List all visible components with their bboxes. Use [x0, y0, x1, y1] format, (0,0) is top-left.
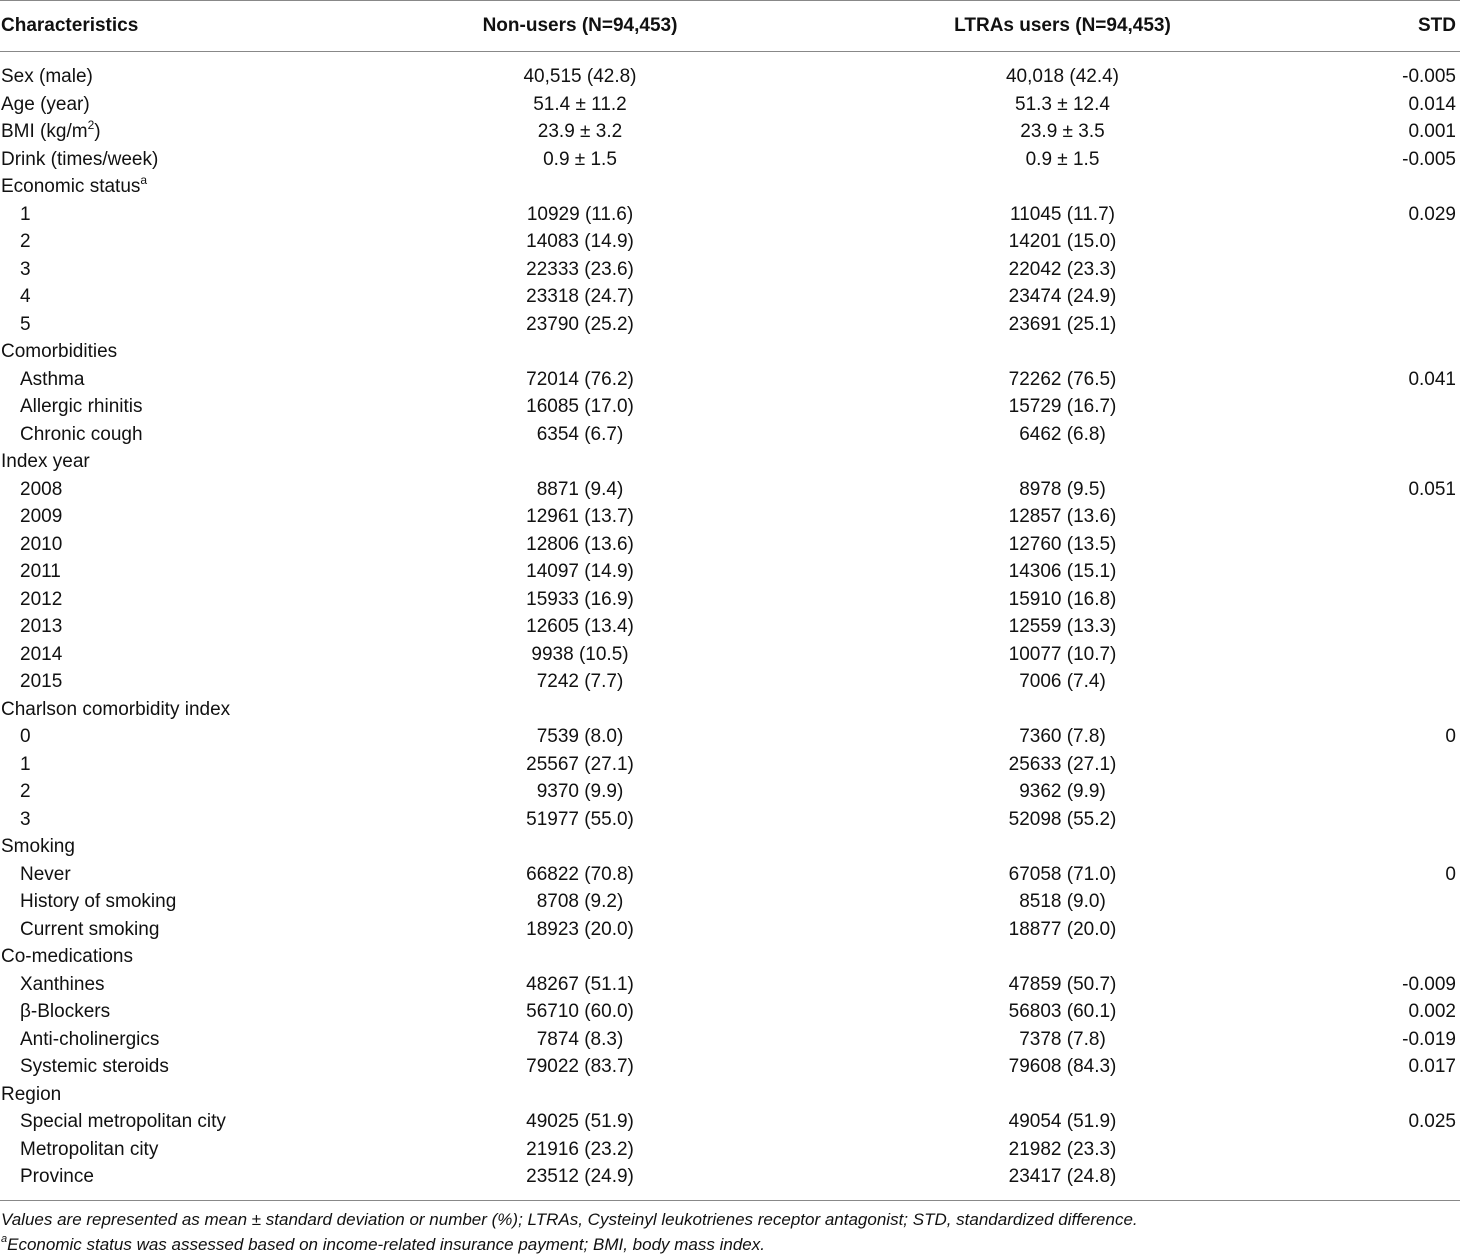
ltras-users-value — [760, 338, 1305, 366]
non-users-value — [380, 448, 760, 476]
std-value: 0.025 — [1408, 1111, 1456, 1132]
row-label — [0, 833, 380, 861]
ltras-users-value — [760, 448, 1305, 476]
row-label — [0, 1081, 380, 1109]
std-value — [1305, 888, 1460, 916]
row-label-text: Anti-cholinergics — [20, 1028, 160, 1050]
std-value — [1305, 1081, 1460, 1109]
non-users-value: 23.9 ± 3.2 — [537, 121, 623, 142]
std-value: 0.041 — [1408, 368, 1456, 390]
table-row — [0, 393, 1460, 421]
ltras-users-value: 12857 (13.6) — [1008, 506, 1117, 527]
non-users-value: 79022 (83.7) — [526, 1056, 634, 1077]
table-row — [0, 998, 1460, 1026]
std-value: 0.014 — [1408, 93, 1456, 115]
table-row — [0, 1053, 1460, 1081]
row-label — [0, 393, 380, 421]
row-label-text: Economic status — [1, 176, 141, 197]
non-users-value: 22333 (23.6) — [526, 258, 634, 280]
std-value — [1305, 943, 1460, 971]
row-label — [0, 421, 380, 449]
row-label — [0, 888, 380, 916]
non-users-value — [380, 943, 760, 971]
ltras-users-value: 23.9 ± 3.5 — [1020, 121, 1105, 142]
row-label-text: 3 — [20, 808, 31, 830]
table-row — [0, 52, 1460, 91]
std-value — [1305, 668, 1460, 696]
row-label-text: Index year — [1, 451, 90, 472]
non-users-value: 6354 (6.7) — [536, 423, 624, 445]
std-value — [1305, 173, 1460, 201]
row-label — [0, 778, 380, 806]
std-value — [1305, 228, 1460, 256]
std-value — [1305, 1136, 1460, 1164]
ltras-users-value: 7006 (7.4) — [1019, 671, 1106, 692]
table-row — [0, 723, 1460, 751]
std-value: 0.051 — [1408, 478, 1456, 500]
row-label-text: Allergic rhinitis — [20, 396, 143, 417]
row-label — [0, 228, 380, 256]
row-label — [0, 448, 380, 476]
non-users-value: 0.9 ± 1.5 — [543, 148, 617, 170]
row-label-text: 2013 — [20, 616, 63, 637]
non-users-value — [380, 1081, 760, 1109]
non-users-value: 21916 (23.2) — [526, 1138, 634, 1160]
table-row — [0, 806, 1460, 834]
std-value — [1305, 916, 1460, 944]
table-row — [0, 256, 1460, 284]
row-label-text: 2014 — [20, 643, 63, 665]
std-value — [1305, 338, 1460, 366]
std-value — [1305, 751, 1460, 779]
header-row — [0, 1, 1460, 52]
non-users-value: 48267 (51.1) — [526, 973, 634, 995]
row-label-text: BMI (kg/m — [1, 121, 88, 142]
row-label — [0, 558, 380, 586]
non-users-value: 56710 (60.0) — [526, 1001, 634, 1022]
non-users-value: 49025 (51.9) — [526, 1111, 634, 1132]
table-row — [0, 173, 1460, 201]
table-header — [0, 1, 1460, 52]
std-value: 0.002 — [1408, 1001, 1456, 1022]
std-value — [1305, 448, 1460, 476]
ltras-users-value: 23417 (24.8) — [1008, 1166, 1117, 1187]
non-users-value: 7874 (8.3) — [536, 1028, 624, 1050]
non-users-value: 14083 (14.9) — [526, 231, 634, 252]
row-label-text: 3 — [20, 258, 31, 280]
ltras-users-value: 51.3 ± 12.4 — [1015, 93, 1110, 115]
std-value: 0.001 — [1408, 121, 1456, 142]
row-label-sup: a — [140, 172, 148, 187]
row-label-text: Co-medications — [1, 946, 133, 967]
ltras-users-value: 40,018 (42.4) — [1005, 66, 1120, 87]
std-value — [1305, 558, 1460, 586]
row-label — [0, 338, 380, 366]
ltras-users-value — [760, 833, 1305, 861]
row-label — [0, 641, 380, 669]
row-label — [0, 806, 380, 834]
table-row — [0, 613, 1460, 641]
row-label-text: 4 — [20, 286, 31, 307]
table-row — [0, 751, 1460, 779]
row-label — [0, 1136, 380, 1164]
row-label-text: 2 — [20, 231, 31, 252]
std-value: -0.005 — [1402, 66, 1456, 87]
row-label-text: 2015 — [20, 671, 63, 692]
row-label — [0, 1053, 380, 1081]
non-users-value: 9370 (9.9) — [536, 781, 624, 802]
ltras-users-value: 8518 (9.0) — [1019, 891, 1106, 912]
row-label — [0, 998, 380, 1026]
row-label — [0, 503, 380, 531]
ltras-users-value — [760, 173, 1305, 201]
ltras-users-value: 15910 (16.8) — [1008, 588, 1117, 610]
footnote-2 — [1, 1232, 1460, 1257]
table-row — [0, 1163, 1460, 1200]
std-value: -0.005 — [1402, 148, 1456, 170]
std-value: 0 — [1445, 863, 1456, 885]
non-users-value: 8708 (9.2) — [536, 891, 624, 912]
row-label-text: Sex (male) — [1, 66, 93, 87]
row-label-text: Asthma — [20, 368, 85, 390]
row-label-sup: 2 — [87, 117, 95, 132]
ltras-users-value: 22042 (23.3) — [1008, 258, 1117, 280]
row-label — [0, 916, 380, 944]
table-row — [0, 641, 1460, 669]
ltras-users-value — [760, 943, 1305, 971]
row-label — [0, 366, 380, 394]
non-users-value — [380, 173, 760, 201]
non-users-value: 10929 (11.6) — [526, 203, 634, 225]
table-row — [0, 448, 1460, 476]
non-users-value: 12806 (13.6) — [526, 533, 634, 555]
table-body — [0, 52, 1460, 1201]
non-users-value: 14097 (14.9) — [526, 561, 634, 582]
row-label — [0, 861, 380, 889]
row-label-text: Province — [20, 1166, 94, 1187]
std-value — [1305, 806, 1460, 834]
ltras-users-value: 7360 (7.8) — [1019, 726, 1106, 747]
row-label — [0, 476, 380, 504]
non-users-value — [380, 696, 760, 724]
ltras-users-value: 67058 (71.0) — [1008, 863, 1117, 885]
std-value — [1305, 696, 1460, 724]
non-users-value: 7242 (7.7) — [536, 671, 624, 692]
table-row — [0, 338, 1460, 366]
row-label-text: 2009 — [20, 506, 63, 527]
row-label-text: Xanthines — [20, 973, 105, 995]
table-row — [0, 668, 1460, 696]
table-row — [0, 558, 1460, 586]
row-label-text: 2011 — [20, 561, 61, 582]
ltras-users-value: 12559 (13.3) — [1008, 616, 1117, 637]
std-value — [1305, 311, 1460, 339]
ltras-users-value: 49054 (51.9) — [1008, 1111, 1117, 1132]
row-label-text: Systemic steroids — [20, 1056, 169, 1077]
row-label-text: Comorbidities — [1, 341, 118, 362]
table-row — [0, 366, 1460, 394]
row-label-text: β-Blockers — [20, 1001, 111, 1022]
non-users-value: 7539 (8.0) — [536, 726, 624, 747]
table-row — [0, 228, 1460, 256]
row-label-text: 1 — [20, 203, 31, 225]
header-ltras-users: LTRAs users (N=94,453) — [954, 15, 1171, 36]
header-non-users: Non-users (N=94,453) — [482, 15, 678, 36]
row-label — [0, 696, 380, 724]
ltras-users-value: 10077 (10.7) — [1008, 643, 1117, 665]
ltras-users-value: 18877 (20.0) — [1008, 918, 1117, 940]
std-value: 0 — [1445, 726, 1456, 747]
row-label-text: 1 — [20, 753, 31, 775]
row-label — [0, 146, 380, 174]
std-value — [1305, 531, 1460, 559]
header-characteristics: Characteristics — [1, 15, 139, 36]
table-row — [0, 861, 1460, 889]
header-std: STD — [1418, 15, 1456, 36]
std-value — [1305, 421, 1460, 449]
ltras-users-value: 25633 (27.1) — [1008, 753, 1117, 775]
table-row — [0, 201, 1460, 229]
ltras-users-value: 7378 (7.8) — [1019, 1028, 1106, 1050]
row-label-text: Never — [20, 863, 71, 885]
row-label-text: 0 — [20, 726, 31, 747]
table-row — [0, 146, 1460, 174]
row-label — [0, 173, 380, 201]
table-row — [0, 1136, 1460, 1164]
row-label — [0, 971, 380, 999]
std-value — [1305, 1163, 1460, 1200]
std-value: 0.017 — [1408, 1056, 1456, 1077]
ltras-users-value: 6462 (6.8) — [1019, 423, 1106, 445]
ltras-users-value: 72262 (76.5) — [1008, 368, 1117, 390]
row-label-text: Metropolitan city — [20, 1138, 159, 1160]
non-users-value: 15933 (16.9) — [526, 588, 634, 610]
non-users-value: 51.4 ± 11.2 — [533, 93, 627, 115]
row-label-text: Age (year) — [1, 93, 90, 115]
std-value: 0.029 — [1408, 203, 1456, 225]
non-users-value: 23318 (24.7) — [526, 286, 634, 307]
row-label — [0, 943, 380, 971]
row-label-text: 2008 — [20, 478, 63, 500]
ltras-users-value: 23474 (24.9) — [1008, 286, 1117, 307]
row-label — [0, 52, 380, 91]
non-users-value: 9938 (10.5) — [531, 643, 629, 665]
ltras-users-value: 56803 (60.1) — [1008, 1001, 1117, 1022]
ltras-users-value: 12760 (13.5) — [1008, 533, 1117, 555]
non-users-value: 12605 (13.4) — [526, 616, 634, 637]
non-users-value: 51977 (55.0) — [526, 808, 634, 830]
non-users-value — [380, 833, 760, 861]
ltras-users-value: 8978 (9.5) — [1019, 478, 1106, 500]
ltras-users-value — [760, 1081, 1305, 1109]
non-users-value: 40,515 (42.8) — [523, 66, 637, 87]
table-row — [0, 696, 1460, 724]
std-value — [1305, 778, 1460, 806]
non-users-value: 12961 (13.7) — [526, 506, 634, 527]
std-value — [1305, 503, 1460, 531]
row-label — [0, 1108, 380, 1136]
ltras-users-value: 9362 (9.9) — [1019, 781, 1106, 802]
non-users-value — [380, 338, 760, 366]
ltras-users-value — [760, 696, 1305, 724]
row-label-text: Region — [1, 1083, 62, 1105]
row-label — [0, 751, 380, 779]
row-label-text: Chronic cough — [20, 423, 143, 445]
table-row — [0, 833, 1460, 861]
table-row — [0, 586, 1460, 614]
ltras-users-value: 14201 (15.0) — [1008, 231, 1117, 252]
std-value — [1305, 586, 1460, 614]
row-label-text: 5 — [20, 313, 31, 335]
row-label — [0, 1026, 380, 1054]
row-label — [0, 91, 380, 119]
row-label — [0, 531, 380, 559]
row-label-text: Charlson comorbidity index — [1, 698, 231, 720]
row-label-text: Drink (times/week) — [1, 148, 159, 170]
ltras-users-value: 0.9 ± 1.5 — [1025, 148, 1100, 170]
ltras-users-value: 47859 (50.7) — [1008, 973, 1117, 995]
table-row — [0, 118, 1460, 146]
row-label-text: 2010 — [20, 533, 63, 555]
row-label — [0, 723, 380, 751]
std-value — [1305, 283, 1460, 311]
row-label-text: 2 — [20, 781, 31, 802]
table-row — [0, 971, 1460, 999]
std-value — [1305, 256, 1460, 284]
non-users-value: 23512 (24.9) — [526, 1166, 634, 1187]
row-label — [0, 283, 380, 311]
table-row — [0, 1108, 1460, 1136]
row-label-text: Smoking — [1, 836, 75, 857]
row-label-text: History of smoking — [20, 891, 177, 912]
row-label — [0, 201, 380, 229]
ltras-users-value: 52098 (55.2) — [1008, 808, 1117, 830]
table-row — [0, 531, 1460, 559]
non-users-value: 23790 (25.2) — [526, 313, 634, 335]
row-label — [0, 668, 380, 696]
table-row — [0, 421, 1460, 449]
ltras-users-value: 79608 (84.3) — [1008, 1056, 1117, 1077]
ltras-users-value: 21982 (23.3) — [1008, 1138, 1117, 1160]
row-label — [0, 256, 380, 284]
row-label — [0, 1163, 380, 1200]
std-value — [1305, 833, 1460, 861]
ltras-users-value: 11045 (11.7) — [1010, 203, 1115, 225]
footnote-2-text: Economic status was assessed based on income-related insurance payment; BMI, body mass index. — [7, 1234, 765, 1254]
table-row — [0, 283, 1460, 311]
table-footnotes — [0, 1207, 1460, 1257]
ltras-users-value: 15729 (16.7) — [1008, 396, 1117, 417]
table-row — [0, 311, 1460, 339]
row-label — [0, 118, 380, 146]
non-users-value: 25567 (27.1) — [526, 753, 634, 775]
table-row — [0, 778, 1460, 806]
std-value: -0.009 — [1402, 973, 1456, 995]
non-users-value: 8871 (9.4) — [536, 478, 624, 500]
non-users-value: 66822 (70.8) — [526, 863, 634, 885]
non-users-value: 72014 (76.2) — [526, 368, 634, 390]
row-label-text: Current smoking — [20, 918, 160, 940]
table-row — [0, 91, 1460, 119]
table-row — [0, 943, 1460, 971]
table-row — [0, 503, 1460, 531]
std-value: -0.019 — [1402, 1028, 1456, 1050]
std-value — [1305, 393, 1460, 421]
table-row — [0, 1026, 1460, 1054]
std-value — [1305, 641, 1460, 669]
row-label — [0, 586, 380, 614]
row-label-text: 2012 — [20, 588, 63, 610]
ltras-users-value: 23691 (25.1) — [1008, 313, 1117, 335]
table-row — [0, 888, 1460, 916]
non-users-value: 16085 (17.0) — [526, 396, 634, 417]
ltras-users-value: 14306 (15.1) — [1008, 561, 1117, 582]
row-label — [0, 311, 380, 339]
footnote-2-marker: a — [1, 1232, 8, 1245]
table-row — [0, 916, 1460, 944]
std-value — [1305, 613, 1460, 641]
row-label — [0, 613, 380, 641]
table-row — [0, 476, 1460, 504]
non-users-value: 18923 (20.0) — [526, 918, 634, 940]
row-label-suffix: ) — [94, 121, 101, 142]
table-row — [0, 1081, 1460, 1109]
footnote-1: Values are represented as mean ± standard deviation or number (%); LTRAs, Cysteinyl leukotrienes receptor antagonist; STD, standardized difference. — [1, 1209, 1138, 1229]
row-label-text: Special metropolitan city — [20, 1111, 226, 1132]
